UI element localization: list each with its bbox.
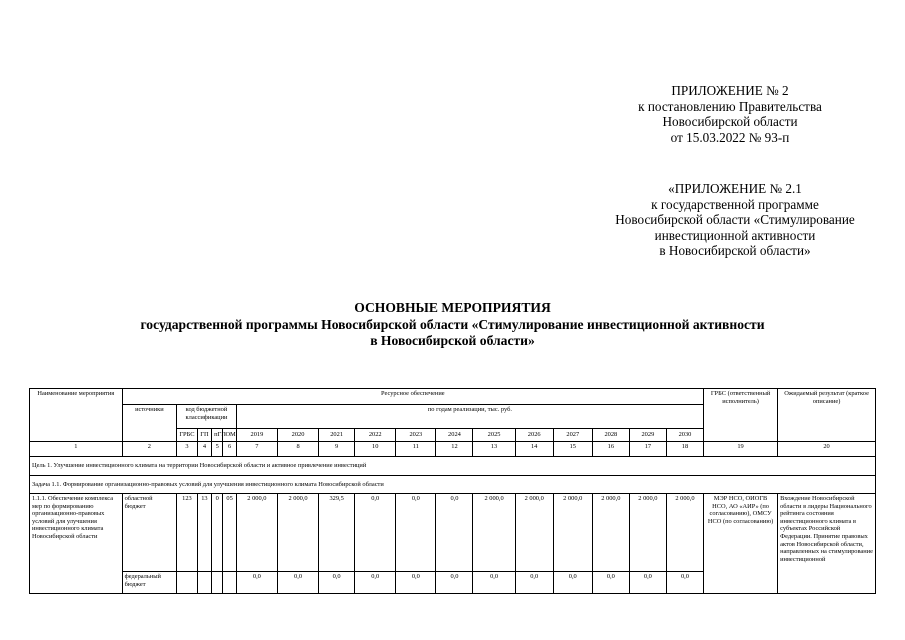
column-number: 3: [177, 442, 198, 457]
appendix-line: «ПРИЛОЖЕНИЕ № 2.1: [668, 181, 802, 196]
column-number: 9: [319, 442, 355, 457]
header-year: 2027: [553, 429, 592, 442]
header-year: 2028: [592, 429, 629, 442]
column-number: 5: [212, 442, 223, 457]
header-name: Наименование мероприятия: [30, 389, 123, 442]
value-cell: 2 000,0: [515, 494, 553, 572]
header-code-gp: ГП: [197, 429, 211, 442]
goal-row: Цель 1. Улучшение инвестиционного климата на территории Новосибирской области и активное привлечение инвестиций: [30, 457, 876, 476]
title-line: ОСНОВНЫЕ МЕРОПРИЯТИЯ: [354, 300, 551, 315]
responsible-cell: МЭР НСО, ОИОГВ НСО, АО «АИР» (по согласованию), ОМСУ НСО (по согласованию): [704, 494, 778, 594]
program-appendix-header: [590, 181, 880, 259]
table-row: [30, 494, 876, 572]
value-cell: 0,0: [396, 494, 436, 572]
source-cell: федеральный бюджет: [122, 572, 177, 594]
value-cell: 2 000,0: [277, 494, 318, 572]
appendix-line: ПРИЛОЖЕНИЕ № 2: [671, 83, 789, 98]
value-cell: 0,0: [592, 572, 629, 594]
task-row: Задача 1.1. Формирование организационно-правовых условий для улучшения инвестиционного климата Новосибирской области: [30, 476, 876, 494]
column-number: 8: [277, 442, 318, 457]
column-number: 11: [396, 442, 436, 457]
code-cell: [212, 572, 223, 594]
appendix-line: Новосибирской области «Стимулирование: [615, 212, 855, 227]
column-number-row: [30, 442, 876, 457]
column-number: 6: [223, 442, 236, 457]
column-number: 20: [778, 442, 876, 457]
column-number: 1: [30, 442, 123, 457]
value-cell: 0,0: [277, 572, 318, 594]
appendix-line: в Новосибирской области»: [659, 243, 811, 258]
code-cell: [223, 572, 236, 594]
header-result: Ожидаемый результат (краткое описание): [778, 389, 876, 442]
measures-table: [29, 388, 876, 594]
header-year: 2026: [515, 429, 553, 442]
value-cell: 0,0: [355, 494, 396, 572]
document-title: [0, 300, 905, 350]
value-cell: 0,0: [473, 572, 515, 594]
column-number: 7: [236, 442, 277, 457]
value-cell: 0,0: [396, 572, 436, 594]
column-number: 4: [197, 442, 211, 457]
measure-name: 1.1.1. Обеспечение комплекса мер по формированию организационно-правовых условий для улучшения инвестиционного климата Новосибирской области: [30, 494, 123, 594]
value-cell: 0,0: [515, 572, 553, 594]
value-cell: 0,0: [355, 572, 396, 594]
header-code-grbs: ГРБС: [177, 429, 198, 442]
header-resource: Ресурсное обеспечение: [122, 389, 703, 405]
code-cell: [177, 572, 198, 594]
value-cell: 0,0: [319, 572, 355, 594]
title-line: государственной программы Новосибирской области «Стимулирование инвестиционной активности: [140, 316, 765, 332]
code-cell: 05: [223, 494, 236, 572]
header-by-years: по годам реализации, тыс. руб.: [236, 405, 703, 429]
value-cell: 2 000,0: [666, 494, 703, 572]
header-year: 2019: [236, 429, 277, 442]
header-year: 2030: [666, 429, 703, 442]
value-cell: 329,5: [319, 494, 355, 572]
header-year: 2022: [355, 429, 396, 442]
column-number: 18: [666, 442, 703, 457]
value-cell: 2 000,0: [592, 494, 629, 572]
code-cell: 0: [212, 494, 223, 572]
header-year: 2020: [277, 429, 318, 442]
header-sources: источники: [122, 405, 177, 442]
value-cell: 0,0: [553, 572, 592, 594]
header-year: 2023: [396, 429, 436, 442]
value-cell: 0,0: [236, 572, 277, 594]
column-number: 10: [355, 442, 396, 457]
header-grbs: ГРБС (ответственный исполнитель): [704, 389, 778, 442]
column-number: 15: [553, 442, 592, 457]
value-cell: 2 000,0: [473, 494, 515, 572]
value-cell: 0,0: [666, 572, 703, 594]
appendix-line: к постановлению Правительства: [638, 98, 822, 114]
title-line: в Новосибирской области»: [370, 333, 535, 348]
header-code-om: ОМ: [223, 429, 236, 442]
appendix-header: [610, 83, 850, 145]
code-cell: 13: [197, 494, 211, 572]
appendix-line: от 15.03.2022 № 93-п: [670, 129, 790, 145]
value-cell: 0,0: [436, 494, 473, 572]
value-cell: 0,0: [436, 572, 473, 594]
appendix-line: к государственной программе: [651, 196, 819, 212]
value-cell: 0,0: [629, 572, 666, 594]
value-cell: 2 000,0: [236, 494, 277, 572]
result-cell: Вхождение Новосибирской области в лидеры Национального рейтинга состояния инвестиционного климата в субъектах Российской Федерации. Принятие правовых актов Новосибирской области, направленных на стимулирование инвестиционной: [778, 494, 876, 594]
value-cell: 2 000,0: [553, 494, 592, 572]
column-number: 19: [704, 442, 778, 457]
code-cell: [197, 572, 211, 594]
header-budget-code: код бюджетной классификации: [177, 405, 237, 429]
header-year: 2029: [629, 429, 666, 442]
column-number: 12: [436, 442, 473, 457]
value-cell: 2 000,0: [629, 494, 666, 572]
column-number: 14: [515, 442, 553, 457]
header-year: 2024: [436, 429, 473, 442]
source-cell: областной бюджет: [122, 494, 177, 572]
header-year: 2025: [473, 429, 515, 442]
column-number: 13: [473, 442, 515, 457]
column-number: 17: [629, 442, 666, 457]
appendix-line: инвестиционной активности: [654, 227, 816, 243]
header-year: 2021: [319, 429, 355, 442]
appendix-line: Новосибирской области: [662, 114, 798, 129]
column-number: 16: [592, 442, 629, 457]
column-number: 2: [122, 442, 177, 457]
header-code-pgp: пГП: [212, 429, 223, 442]
code-cell: 123: [177, 494, 198, 572]
